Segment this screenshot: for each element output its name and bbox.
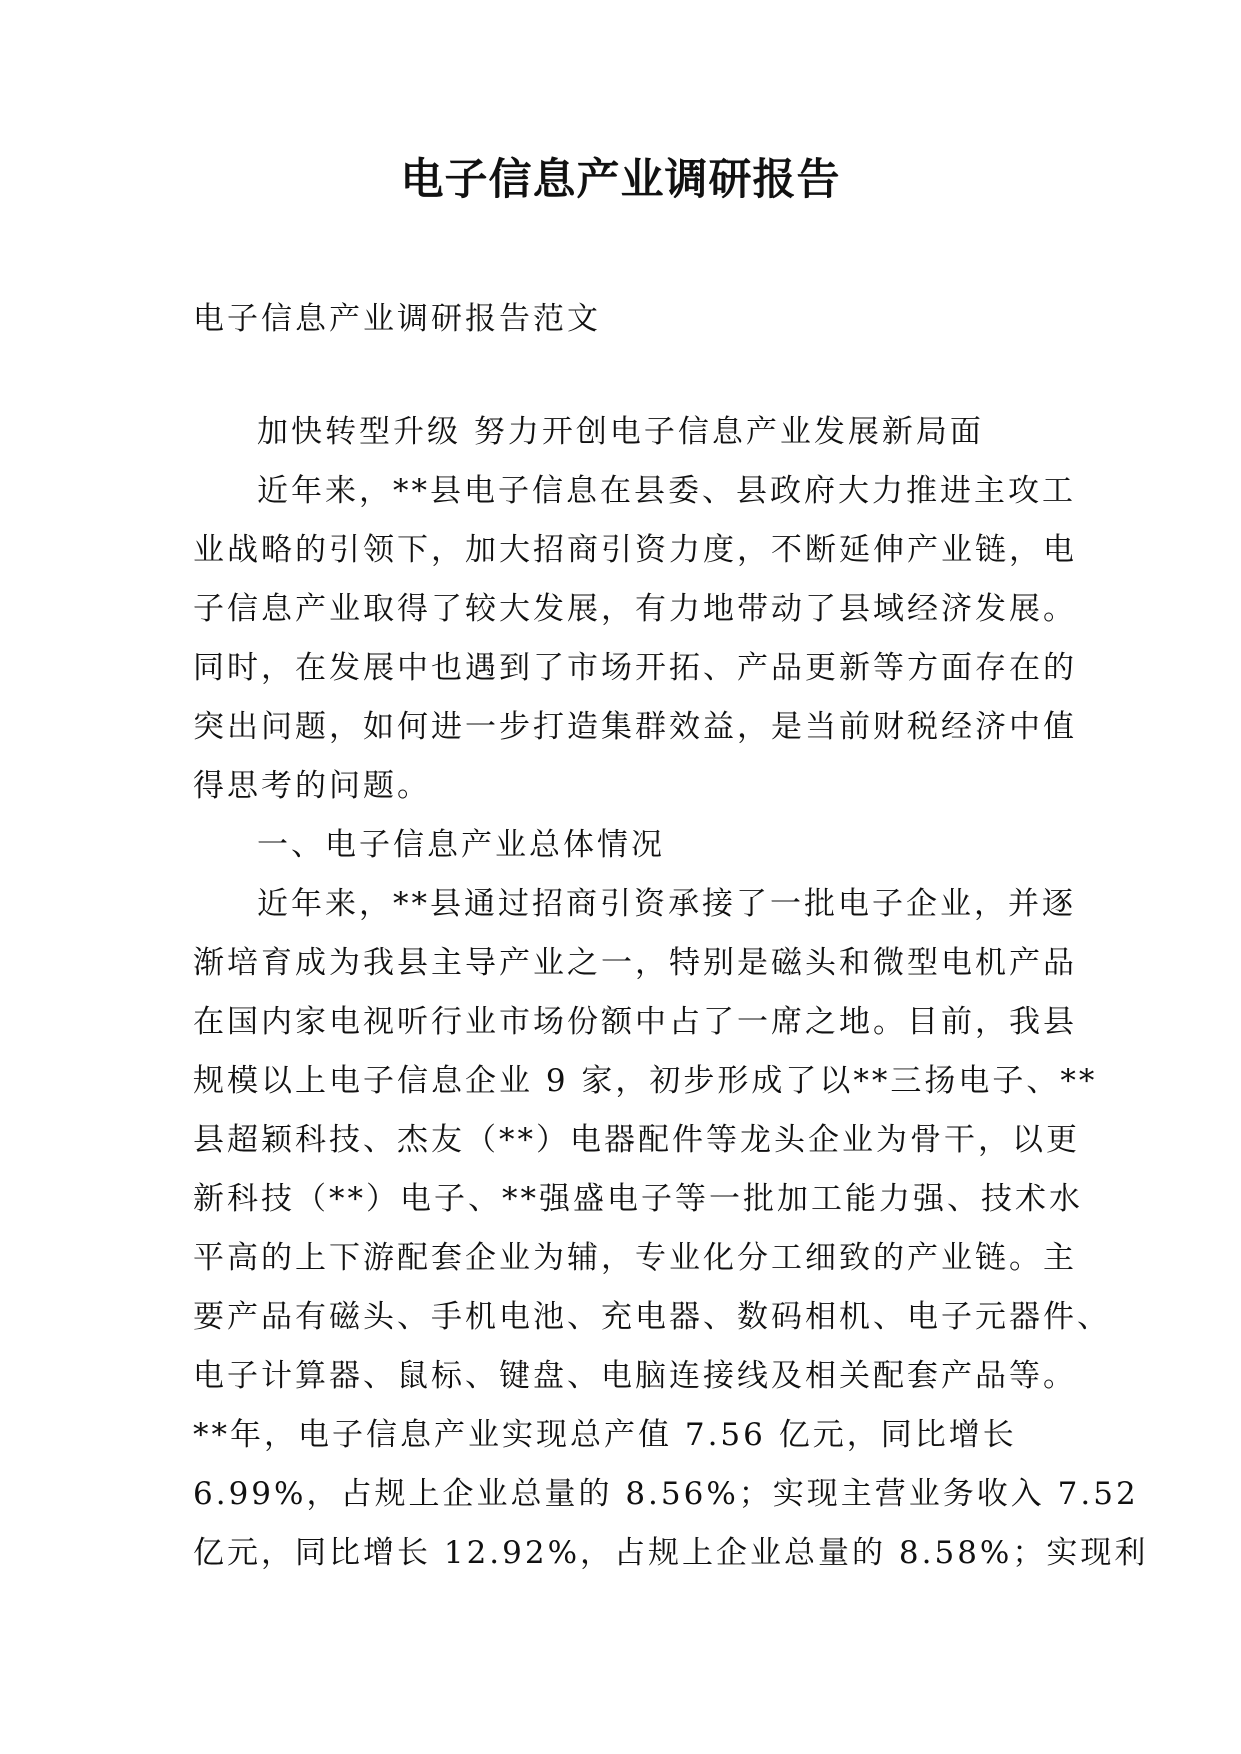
document-subtitle: 电子信息产业调研报告范文 (193, 301, 601, 337)
text-line: 近年来，**县电子信息在县委、县政府大力推进主攻工 (257, 473, 1076, 509)
text-line: 渐培育成为我县主导产业之一，特别是磁头和微型电机产品 (193, 945, 1077, 981)
text-line: 要产品有磁头、手机电池、充电器、数码相机、电子元器件、 (193, 1299, 1111, 1335)
text-line: 规模以上电子信息企业 9 家，初步形成了以**三扬电子、** (193, 1063, 1098, 1099)
text-line: 6.99%，占规上企业总量的 8.56%；实现主营业务收入 7.52 (193, 1476, 1139, 1512)
text-line: 亿元，同比增长 12.92%，占规上企业总量的 8.58%；实现利 (193, 1535, 1149, 1571)
text-line: 县超颖科技、杰友（**）电器配件等龙头企业为骨干，以更 (193, 1122, 1080, 1158)
document-title: 电子信息产业调研报告 (400, 155, 841, 205)
text-line: 近年来，**县通过招商引资承接了一批电子企业，并逐 (257, 886, 1076, 922)
text-line: 子信息产业取得了较大发展，有力地带动了县域经济发展。 (193, 591, 1077, 627)
text-line: **年，电子信息产业实现总产值 7.56 亿元，同比增长 (193, 1417, 1017, 1453)
document-body (193, 403, 1149, 1583)
text-line: 加快转型升级 努力开创电子信息产业发展新局面 (257, 414, 984, 450)
text-line: 同时，在发展中也遇到了市场开拓、产品更新等方面存在的 (193, 650, 1077, 686)
text-line: 业战略的引领下，加大招商引资力度，不断延伸产业链，电 (193, 532, 1077, 568)
text-line: 新科技（**）电子、**强盛电子等一批加工能力强、技术水 (193, 1181, 1083, 1217)
section-heading: 一、电子信息产业总体情况 (257, 827, 665, 863)
text-line: 得思考的问题。 (193, 768, 431, 804)
text-line: 电子计算器、鼠标、键盘、电脑连接线及相关配套产品等。 (193, 1358, 1077, 1394)
text-line: 突出问题，如何进一步打造集群效益，是当前财税经济中值 (193, 709, 1077, 745)
text-line: 平高的上下游配套企业为辅，专业化分工细致的产业链。主 (193, 1240, 1077, 1276)
text-line: 在国内家电视听行业市场份额中占了一席之地。目前，我县 (193, 1004, 1077, 1040)
